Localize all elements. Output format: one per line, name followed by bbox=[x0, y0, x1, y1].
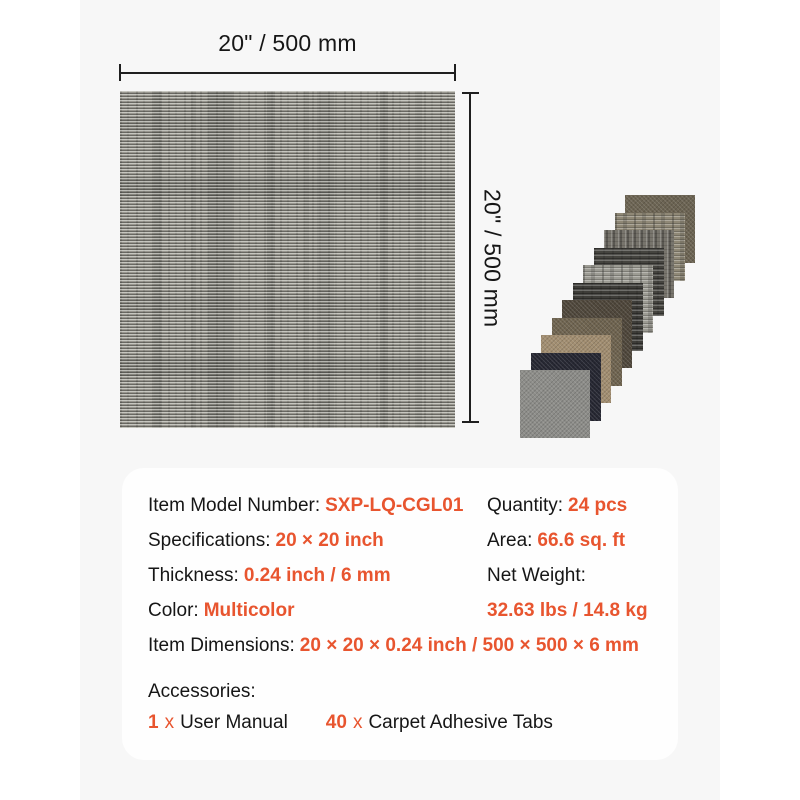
spec-label: Thickness: bbox=[148, 564, 239, 586]
accessory-name: Carpet Adhesive Tabs bbox=[368, 712, 553, 733]
spec-row bbox=[148, 488, 652, 523]
spec-label: Quantity: bbox=[487, 494, 564, 516]
accessory-qty: 1 bbox=[148, 712, 159, 733]
carpet-tile-main-image bbox=[120, 91, 455, 428]
accessory-name: User Manual bbox=[180, 712, 288, 733]
spec-cell-area bbox=[487, 530, 652, 552]
height-dimension-line bbox=[469, 93, 471, 423]
spec-value: 66.6 sq. ft bbox=[537, 529, 626, 551]
spec-value: Multicolor bbox=[203, 599, 295, 621]
spec-row bbox=[148, 593, 652, 628]
width-dimension-line bbox=[120, 72, 455, 74]
infographic-stage bbox=[80, 0, 720, 800]
spec-label: Net Weight: bbox=[487, 564, 586, 586]
spec-value: 32.63 lbs / 14.8 kg bbox=[487, 599, 648, 621]
spec-cell-model bbox=[148, 495, 487, 517]
spec-cell-net-weight-value bbox=[487, 600, 652, 622]
accessories-list bbox=[148, 707, 652, 739]
spec-cell-color bbox=[148, 600, 487, 622]
spec-cell-thickness bbox=[148, 565, 487, 587]
spec-value: 20 × 20 inch bbox=[275, 529, 384, 551]
accessory-times: x bbox=[352, 712, 363, 733]
spec-value: 20 × 20 × 0.24 inch / 500 × 500 × 6 mm bbox=[299, 634, 639, 656]
swatch-gray-speckle bbox=[520, 370, 590, 438]
height-dimension-label: 20" / 500 mm bbox=[479, 188, 506, 328]
spec-label: Color: bbox=[148, 599, 199, 621]
width-dimension-tick-right bbox=[454, 64, 456, 81]
spec-row bbox=[148, 523, 652, 558]
spec-row bbox=[148, 558, 652, 593]
accessories-heading: Accessories: bbox=[148, 681, 256, 702]
spec-value: 0.24 inch / 6 mm bbox=[243, 564, 391, 586]
accessory-qty: 40 bbox=[325, 712, 347, 733]
width-dimension-label: 20" / 500 mm bbox=[218, 30, 357, 56]
width-dimension-tick-left bbox=[119, 64, 121, 81]
spec-label: Item Model Number: bbox=[148, 494, 321, 516]
spec-value: 24 pcs bbox=[568, 494, 628, 516]
spec-cell-net-weight-label bbox=[487, 565, 652, 587]
spec-label: Item Dimensions: bbox=[148, 634, 295, 656]
spec-row-dimensions bbox=[148, 628, 652, 663]
accessory-item-adhesive-tabs bbox=[326, 712, 553, 734]
spec-label: Specifications: bbox=[148, 529, 271, 551]
spec-cell-quantity bbox=[487, 495, 652, 517]
spec-panel bbox=[122, 468, 678, 760]
spec-label: Area: bbox=[487, 529, 533, 551]
spec-value: SXP-LQ-CGL01 bbox=[325, 494, 464, 516]
spec-cell-specifications bbox=[148, 530, 487, 552]
accessory-times: x bbox=[164, 712, 175, 733]
accessory-item-user-manual bbox=[148, 712, 288, 734]
